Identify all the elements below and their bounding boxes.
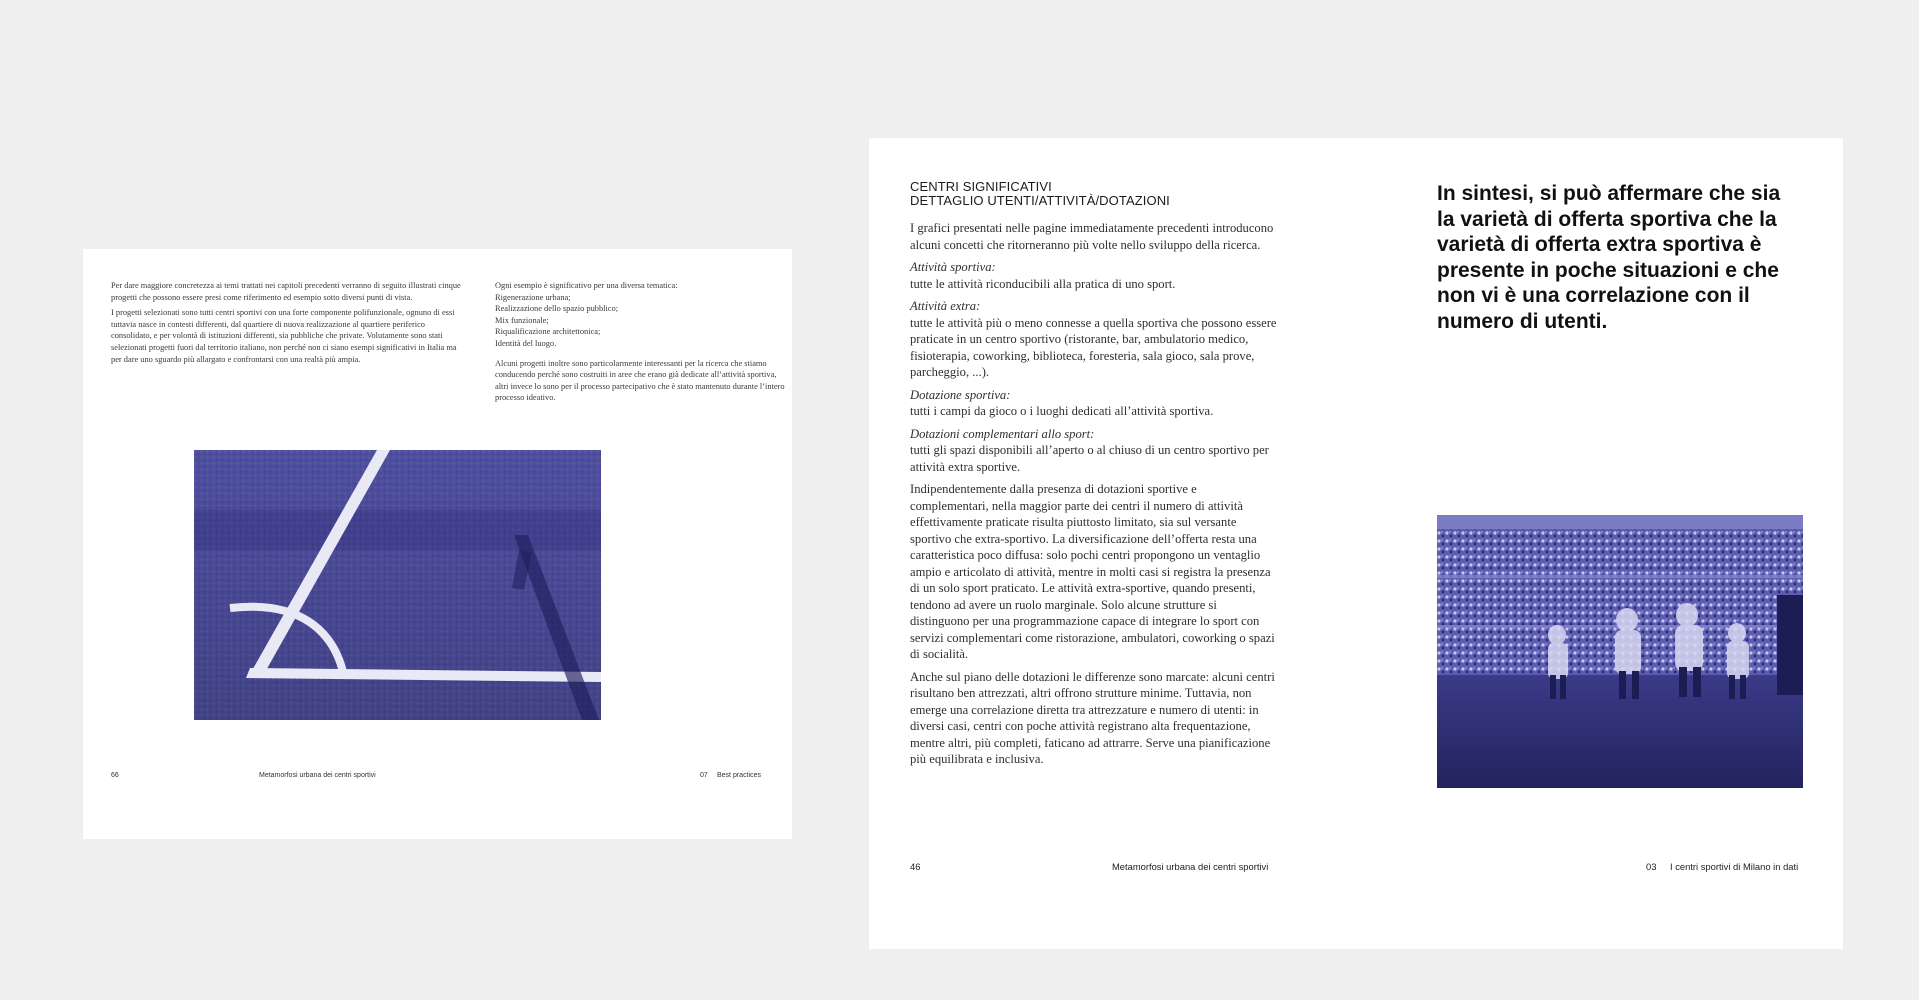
left-page-number: 66 [111, 772, 119, 779]
left-page-list-item: Realizzazione dello spazio pubblico; [495, 304, 619, 314]
field-line-photo [194, 450, 601, 720]
definition-label: Attività sportiva: [910, 260, 996, 274]
analysis-paragraph-1: Indipendentemente dalla presenza di dotazioni sportive e complementari, nella maggior parte dei centri il numero di attività effettivamente praticate risulta piuttosto limitato, sia sul versante sportivo che extra-sportivo. La diversificazione dell’offerta resta una caratteristica poco diffusa: solo pochi centri propongono un ventaglio ampio e articolato di attività, mentre in molti casi si registra la presenza di un solo sport praticato. Le attività extra-sportive, quando presenti, tendono ad avere un ruolo marginale. Solo alcune strutture si distinguono per una programmazione capace di integrare lo sport con servizi complementari come ristorazione, ambulatori, coworking o spazi di socialità. [910, 482, 1275, 661]
right-page-running-title: Metamorfosi urbana dei centri sportivi [1112, 861, 1269, 872]
section-heading-line-2: DETTAGLIO UTENTI/ATTIVITÀ/DOTAZIONI [910, 193, 1170, 208]
definition-text: tutti i campi da gioco o i luoghi dedicati all’attività sportiva. [910, 404, 1214, 418]
left-page-column-2 [495, 280, 785, 404]
left-page-paragraph-3: Alcuni progetti inoltre sono particolarmente interessanti per la ricerca che stiamo conducendo perché sono costruiti in aree che erano già dedicate all’attività sportiva, altri invece lo sono per il processo partecipativo che è stato mantenuto durante l’intero processo ideativo. [495, 358, 785, 403]
left-page-paragraph-1: Per dare maggiore concretezza ai temi trattati nei capitoli precedenti verranno di seguito illustrati cinque progetti che possono essere presi come riferimento ed esempio sotto diversi punti di vista. [111, 281, 461, 302]
intro-paragraph: I grafici presentati nelle pagine immediatamente precedenti introducono alcuni concetti che ritorneranno più volte nello sviluppo della ricerca. [910, 221, 1274, 252]
summary-quote: In sintesi, si può affermare che sia la varietà di offerta sportiva che la varietà di offerta extra sportiva è presente in poche situazioni e che non vi è una correlazione con il numero di utenti. [1437, 182, 1781, 333]
definition [910, 387, 1277, 420]
section-heading-line-1: CENTRI SIGNIFICATIVI [910, 179, 1052, 194]
left-page-list-item: Identità del luogo. [495, 338, 557, 348]
football-game-photo [1437, 515, 1803, 788]
definition-text: tutti gli spazi disponibili all’aperto o al chiuso di un centro sportivo per attività extra sportive. [910, 443, 1269, 474]
left-page-paragraph-2: I progetti selezionati sono tutti centri sportivi con una forte componente polifunzionale, ognuno di essi tuttavia nasce in contesti differenti, dal quartiere di nuova realizzazione al quartiere periferico consolidato, e per volontà di istituzioni differenti, sia pubbliche che private. Volutamente sono stati selezionati progetti fuori dal territorio italiano, non perché non ci siano esempi significativi in Italia ma per dare uno sguardo più allargato e confrontarsi con una realtà più ampia. [111, 308, 457, 364]
definition-label: Attività extra: [910, 299, 981, 313]
left-page-list-item: Riqualificazione architettonica; [495, 327, 601, 337]
analysis-paragraph-2: Anche sul piano delle dotazioni le differenze sono marcate: alcuni centri risultano ben attrezzati, altri offrono strutture minime. Tuttavia, non emerge una correlazione diretta tra attrezzature e numero di utenti: in diversi casi, centri con poche attività registrano alta frequentazione, mentre altri, più completi, faticano ad attrarre. Serve una pianificazione più equilibrata e inclusiva. [910, 669, 1275, 766]
left-page-running-title: Metamorfosi urbana dei centri sportivi [259, 772, 376, 779]
left-page-list-intro: Ogni esempio è significativo per una diversa tematica: [495, 281, 678, 290]
definition-label: Dotazioni complementari allo sport: [910, 426, 1095, 441]
definition [910, 259, 1277, 292]
right-page-chapter-number: 03 [1646, 861, 1657, 872]
left-page-column-1 [111, 280, 461, 365]
right-page-chapter-title: I centri sportivi di Milano in dati [1670, 861, 1799, 872]
definition [910, 298, 1277, 381]
right-page [869, 138, 1843, 949]
left-page-chapter-title: Best practices [717, 772, 761, 779]
left-page-chapter-number: 07 [700, 772, 708, 779]
definition-text: tutte le attività più o meno connesse a quella sportiva che possono essere praticate in un centro sportivo (ristorante, bar, ambulatorio medico, fisioterapia, coworking, biblioteca, foresteria, sala gioco, sala prove, parcheggio, ...). [910, 315, 1277, 379]
left-page [83, 249, 792, 839]
right-page-number: 46 [910, 861, 921, 872]
left-page-list-item: Rigenerazione urbana; [495, 292, 571, 302]
definition-label: Dotazione sportiva: [910, 387, 1011, 402]
section-heading [910, 180, 1170, 208]
definition [910, 426, 1277, 476]
body-text [910, 220, 1277, 774]
left-page-list-item: Mix funzionale; [495, 315, 549, 325]
definition-text: tutte le attività riconducibili alla pratica di uno sport. [910, 276, 1176, 291]
